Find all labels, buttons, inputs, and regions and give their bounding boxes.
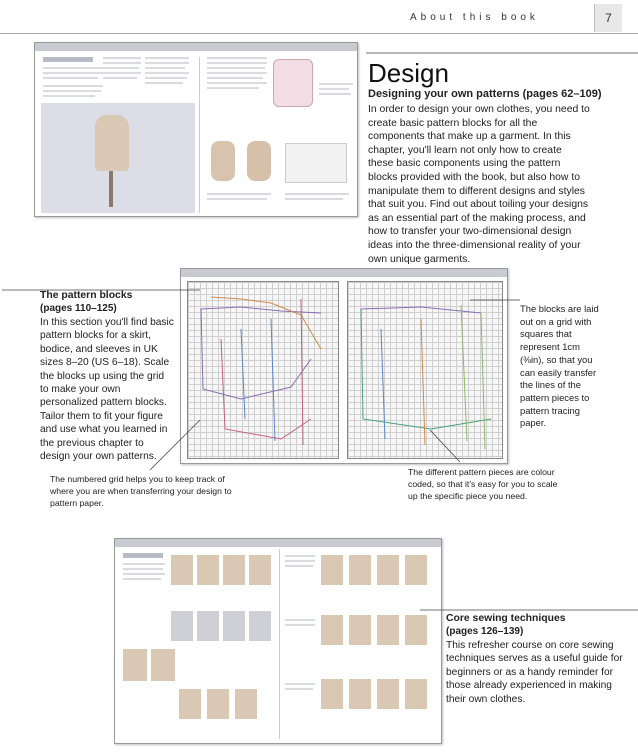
core-sewing-pages: (pages 126–139) bbox=[446, 626, 524, 637]
core-sewing-body: This refresher course on core sewing techniques serves as a useful guide for beginners or as a handy reminder for those already experienced in making their own clothes. bbox=[446, 640, 623, 705]
section-title: About this book bbox=[410, 12, 539, 23]
numbered-grid-caption: The numbered grid helps you to keep track of where you are when transferring your design to pattern paper. bbox=[50, 474, 232, 508]
colour-coded-caption: The different pattern pieces are colour coded, so that it's easy for you to scale up the specific piece you need. bbox=[408, 467, 558, 501]
pattern-blocks-heading: The pattern blocks bbox=[40, 290, 133, 301]
core-sewing-heading: Core sewing techniques bbox=[446, 613, 566, 624]
design-subheading: Designing your own patterns (pages 62–109) bbox=[368, 88, 602, 100]
page-number: 7 bbox=[594, 4, 622, 32]
pattern-blocks-body: In this section you'll find basic pattern blocks for a skirt, bodice, and sleeves in UK sizes 8–20 (US 6–18). Scale the blocks up using the grid to make your own personalized pattern blocks. Tailor them to fit your figure and use what you learned in the previous chapter to design your own patterns. bbox=[40, 317, 174, 463]
pattern-blocks-pages: (pages 110–125) bbox=[40, 303, 117, 314]
design-body-text: In order to design your own clothes, you need to create basic pattern blocks for all the components that make up a garment. In this chapter, you'll learn not only how to create these basic components using the pattern blocks provided with the book, but also how to manipulate them to different designs and styles that suit you. Find out about toiling your designs as an essential part of the making process, and how to transfer your two-dimensional design ideas into the three-dimensional reality of your own unique garments. bbox=[368, 104, 590, 265]
design-heading: Design bbox=[368, 58, 449, 88]
grid-note: The blocks are laid out on a grid with squares that represent 1cm (⅜in), so that you can easily transfer the lines of the pattern pieces to pattern tracing paper. bbox=[520, 303, 599, 429]
